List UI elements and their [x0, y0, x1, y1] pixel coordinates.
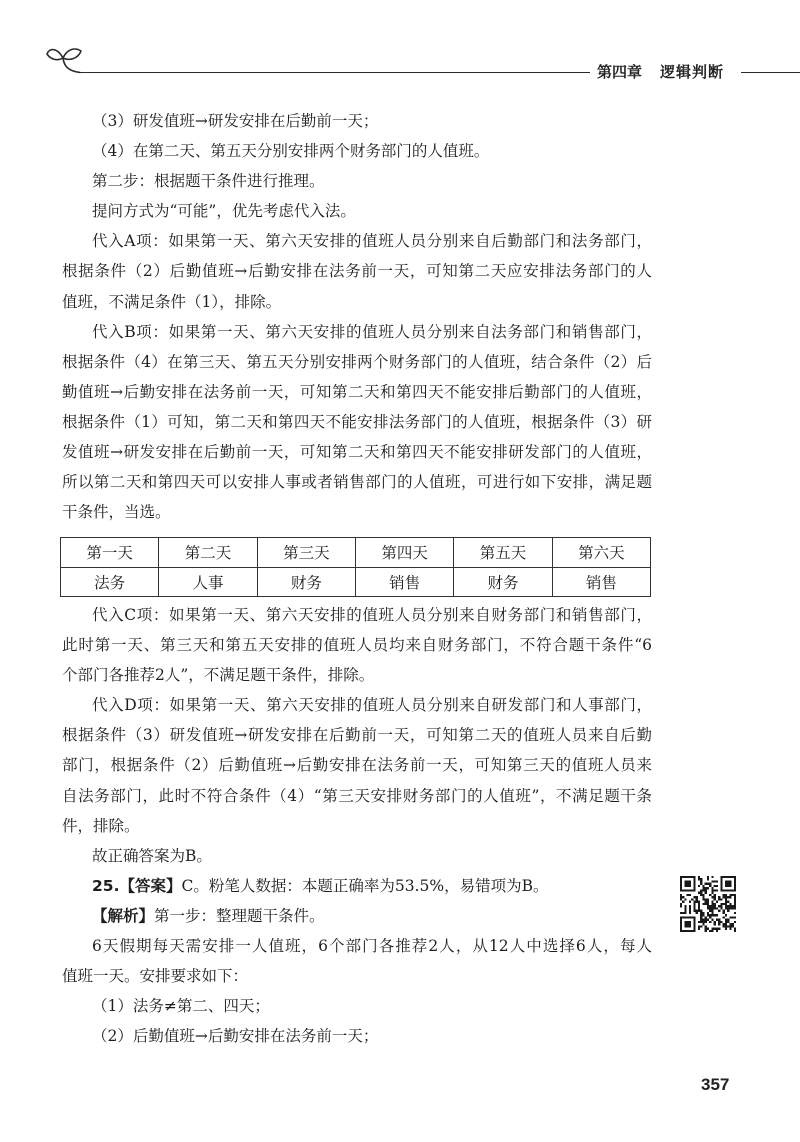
text-line: 代入A项：如果第一天、第六天安排的值班人员分别来自后勤部门和法务部门，	[92, 232, 652, 251]
text-line: 6天假期每天需安排一人值班，6个部门各推荐2人，从12人中选择6人，每人	[92, 937, 652, 956]
table-row-departments	[61, 567, 651, 597]
analysis-text: 第一步：整理题干条件。	[154, 906, 325, 925]
analysis-line	[92, 901, 652, 931]
department-cell: 销售	[355, 567, 453, 597]
text-line: 干条件，当选。	[62, 503, 171, 522]
text-line: 故正确答案为B。	[92, 846, 212, 865]
text-line: 个部门各推荐2人”，不满足题干条件，排除。	[62, 666, 375, 685]
day-cell: 第三天	[257, 538, 355, 568]
text-line: 自法务部门，此时不符合条件（4）“第三天安排财务部门的人值班”，不满足题干条	[62, 786, 652, 805]
text-line: 值班一天。安排要求如下：	[62, 967, 249, 986]
header-rule-right	[741, 72, 800, 73]
section-label: 逻辑判断	[660, 63, 725, 81]
department-cell: 人事	[159, 567, 257, 597]
text-line: （3）研发值班→研发安排在后勤前一天；	[92, 112, 379, 130]
text-line: （4）在第二天、第五天分别安排两个财务部门的人值班。	[92, 142, 490, 161]
text-line: 所以第二天和第四天可以安排人事或者销售部门的人值班，可进行如下安排，满足题	[62, 473, 652, 492]
department-cell: 法务	[61, 567, 159, 597]
table-row-days	[61, 538, 651, 568]
analysis-label: 【解析】	[92, 906, 155, 925]
body-text-bottom	[62, 600, 652, 1051]
page-number: 357	[701, 1075, 730, 1094]
day-cell: 第二天	[159, 538, 257, 568]
department-cell: 销售	[552, 567, 650, 597]
department-cell: 财务	[257, 567, 355, 597]
text-line: 根据条件（4）在第三天、第五天分别安排两个财务部门的人值班，结合条件（2）后	[62, 352, 652, 371]
text-line: 第二步：根据题干条件进行推理。	[92, 172, 325, 191]
text-line: （1）法务≠第二、四天；	[92, 997, 270, 1016]
text-line: 部门，根据条件（2）后勤值班→后勤安排在法务前一天，可知第三天的值班人员来	[62, 756, 652, 775]
text-line: 根据条件（2）后勤值班→后勤安排在法务前一天，可知第二天应安排法务部门的人	[62, 262, 652, 281]
header-rule-left	[78, 72, 590, 73]
text-line: 件，排除。	[62, 816, 140, 835]
text-line: 代入C项：如果第一天、第六天安排的值班人员分别来自财务部门和销售部门，	[92, 606, 652, 624]
answer-text: C。粉笔人数据：本题正确率为53.5%，易错项为B。	[181, 876, 549, 895]
day-cell: 第六天	[552, 538, 650, 568]
body-text-top	[62, 106, 652, 527]
text-line: 代入B项：如果第一天、第六天安排的值班人员分别来自法务部门和销售部门，	[92, 322, 652, 341]
schedule-table	[60, 537, 651, 597]
day-cell: 第五天	[454, 538, 552, 568]
text-line: 代入D项：如果第一天、第六天安排的值班人员分别来自研发部门和人事部门，	[92, 696, 652, 715]
answer-label: 25.【答案】	[92, 876, 182, 895]
running-header	[597, 61, 724, 83]
day-cell: 第四天	[355, 538, 453, 568]
text-line: 发值班→研发安排在后勤前一天，可知第二天和第四天不能安排研发部门的人值班，	[62, 443, 652, 462]
text-line: 此时第一天、第三天和第五天安排的值班人员均来自财务部门，不符合题干条件“6	[62, 636, 652, 655]
department-cell: 财务	[454, 567, 552, 597]
text-line: 提问方式为“可能”，优先考虑代入法。	[92, 202, 356, 221]
text-line: （2）后勤值班→后勤安排在法务前一天；	[92, 1027, 379, 1046]
text-line: 勤值班→后勤安排在法务前一天，可知第二天和第四天不能安排后勤部门的人值班，	[62, 382, 652, 401]
text-line: 根据条件（3）研发值班→研发安排在后勤前一天，可知第二天的值班人员来自后勤	[62, 726, 652, 745]
day-cell: 第一天	[61, 538, 159, 568]
qr-code	[680, 876, 736, 932]
text-line: 根据条件（1）可知，第二天和第四天不能安排法务部门的人值班，根据条件（3）研	[62, 412, 652, 431]
chapter-label: 第四章	[597, 63, 643, 81]
text-line: 值班，不满足条件（1），排除。	[62, 292, 282, 311]
answer-line	[92, 871, 652, 901]
